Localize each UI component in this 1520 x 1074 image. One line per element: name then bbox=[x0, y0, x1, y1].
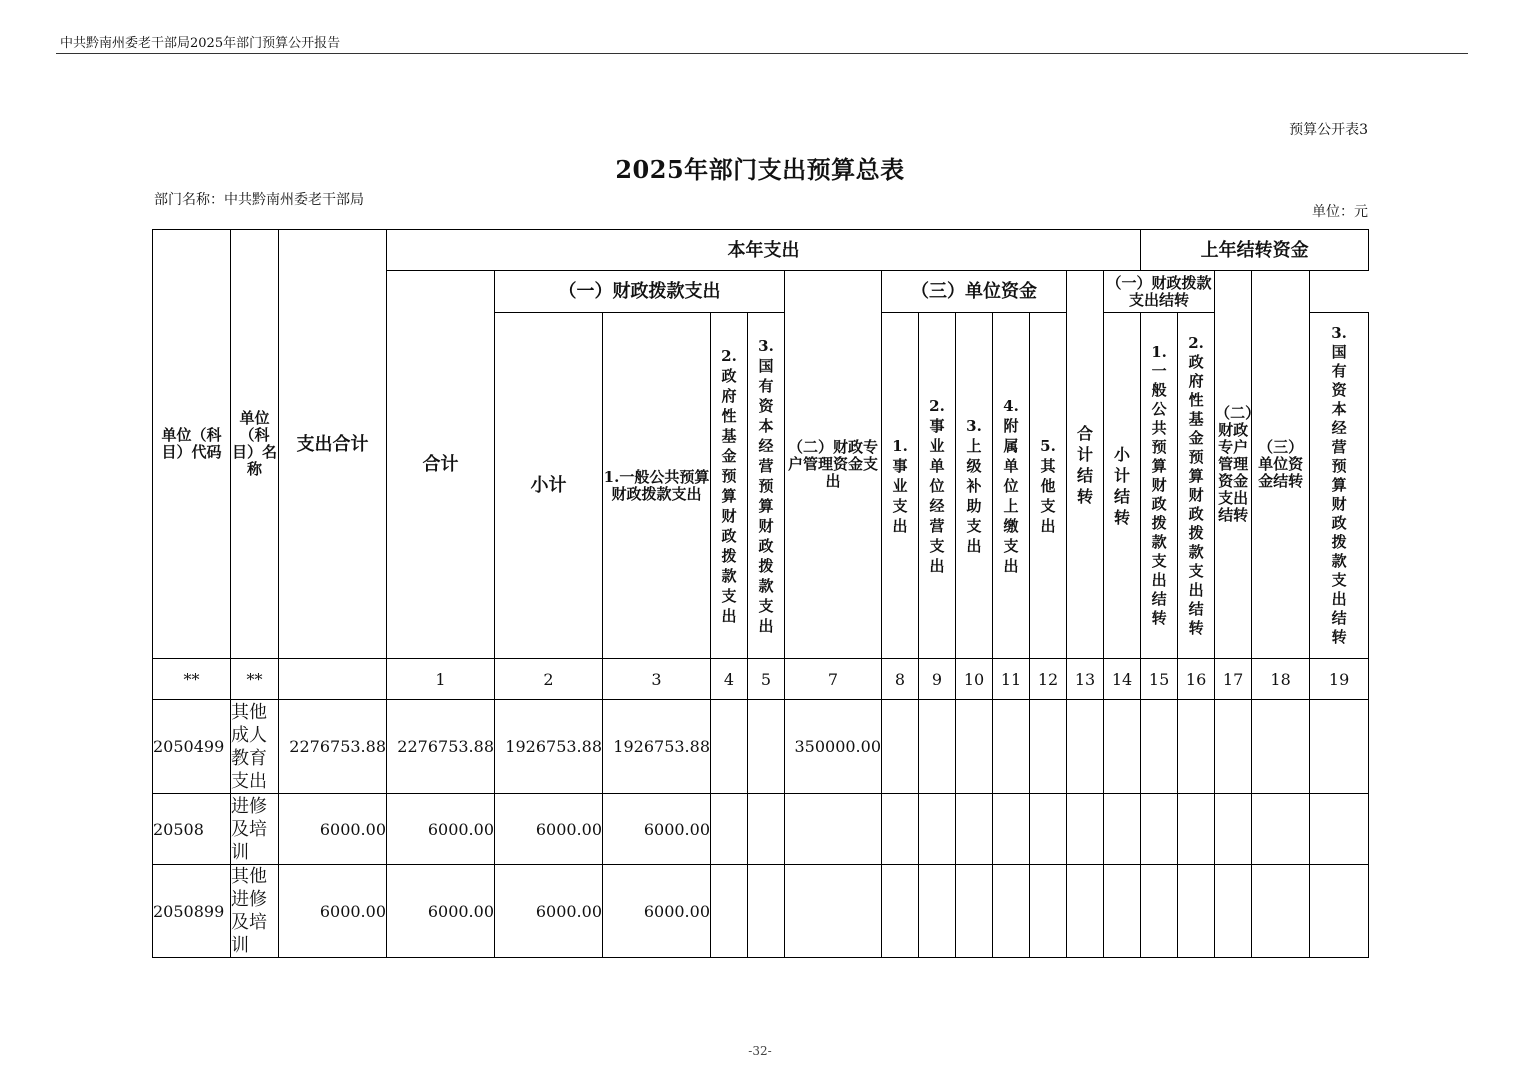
index-cell: 1 bbox=[387, 659, 495, 700]
cell-total: 2276753.88 bbox=[279, 700, 387, 794]
col-header-carry-special: （二）财政专户管理资金支出结转 bbox=[1215, 271, 1252, 659]
index-cell: 11 bbox=[993, 659, 1030, 700]
index-cell: 2 bbox=[495, 659, 603, 700]
col-header-gov-fund: 2.政府性基金预算财政拨款支出 bbox=[711, 313, 748, 659]
table-number: 预算公开表3 bbox=[1289, 122, 1368, 138]
col-header-total: 支出合计 bbox=[279, 230, 387, 659]
col-header-general: 1.一般公共预算财政拨款支出 bbox=[603, 313, 711, 659]
col-header-state-capital: 3.国有资本经营预算财政拨款支出 bbox=[748, 313, 785, 659]
cell-subtotal: 1926753.88 bbox=[495, 700, 603, 794]
currency-unit: 单位：元 bbox=[1312, 204, 1368, 220]
cell-name: 进修及培训 bbox=[231, 794, 279, 865]
cell-heji: 2276753.88 bbox=[387, 700, 495, 794]
col-header-heji: 合计 bbox=[387, 271, 495, 659]
col-header-code: 单位（科目）代码 bbox=[153, 230, 231, 659]
cell-name: 其他进修及培训 bbox=[231, 865, 279, 958]
index-cell: ** bbox=[231, 659, 279, 700]
page-title: 2025年部门支出预算总表 bbox=[615, 155, 905, 184]
index-cell bbox=[279, 659, 387, 700]
index-cell: 15 bbox=[1141, 659, 1178, 700]
department-name: 部门名称：中共黔南州委老干部局 bbox=[154, 192, 364, 208]
cell-code: 2050899 bbox=[153, 865, 231, 958]
cell-total: 6000.00 bbox=[279, 794, 387, 865]
group-header-unit-funds: （三）单位资金 bbox=[882, 271, 1067, 313]
cell-heji: 6000.00 bbox=[387, 794, 495, 865]
col-header-carry-gov-fund: 2.政府性基金预算财政拨款支出结转 bbox=[1178, 313, 1215, 659]
cell-code: 20508 bbox=[153, 794, 231, 865]
index-cell: 17 bbox=[1215, 659, 1252, 700]
cell-special bbox=[785, 794, 882, 865]
cell-name: 其他成人教育支出 bbox=[231, 700, 279, 794]
col-header-u5: 5.其他支出 bbox=[1030, 313, 1067, 659]
col-header-carry-state-capital: 3.国有资本经营预算财政拨款支出结转 bbox=[1310, 313, 1369, 659]
index-cell: 10 bbox=[956, 659, 993, 700]
cell-heji: 6000.00 bbox=[387, 865, 495, 958]
index-cell: 16 bbox=[1178, 659, 1215, 700]
table-row bbox=[153, 794, 1369, 865]
index-cell: 12 bbox=[1030, 659, 1067, 700]
col-header-u4: 4.附属单位上缴支出 bbox=[993, 313, 1030, 659]
cell-special bbox=[785, 865, 882, 958]
group-header-current-year: 本年支出 bbox=[387, 230, 1141, 271]
group-header-carry-fiscal: （一）财政拨款支出结转 bbox=[1104, 271, 1215, 313]
col-header-carry-unit: （三）单位资金结转 bbox=[1252, 271, 1310, 659]
cell-general: 1926753.88 bbox=[603, 700, 711, 794]
index-cell: 7 bbox=[785, 659, 882, 700]
expenditure-budget-table bbox=[152, 229, 1369, 958]
table-row bbox=[153, 700, 1369, 794]
report-header-title: 中共黔南州委老干部局2025年部门预算公开报告 bbox=[60, 36, 341, 51]
index-cell: 18 bbox=[1252, 659, 1310, 700]
index-cell: 8 bbox=[882, 659, 919, 700]
index-cell: 9 bbox=[919, 659, 956, 700]
cell-code: 2050499 bbox=[153, 700, 231, 794]
index-cell: 14 bbox=[1104, 659, 1141, 700]
index-cell: 5 bbox=[748, 659, 785, 700]
cell-general: 6000.00 bbox=[603, 794, 711, 865]
index-row bbox=[153, 659, 1369, 700]
col-header-subtotal: 小计 bbox=[495, 313, 603, 659]
col-header-carry-general: 1.一般公共预算财政拨款支出结转 bbox=[1141, 313, 1178, 659]
index-cell: 19 bbox=[1310, 659, 1369, 700]
index-cell: ** bbox=[153, 659, 231, 700]
cell-special: 350000.00 bbox=[785, 700, 882, 794]
col-header-carry-total: 合计结转 bbox=[1067, 271, 1104, 659]
col-header-u1: 1.事业支出 bbox=[882, 313, 919, 659]
col-header-carry-subtotal: 小计结转 bbox=[1104, 313, 1141, 659]
header-divider bbox=[56, 53, 1468, 54]
table-row bbox=[153, 865, 1369, 958]
cell-subtotal: 6000.00 bbox=[495, 865, 603, 958]
cell-general: 6000.00 bbox=[603, 865, 711, 958]
group-header-fiscal: （一）财政拨款支出 bbox=[495, 271, 785, 313]
page-number: -32- bbox=[748, 1044, 772, 1058]
cell-total: 6000.00 bbox=[279, 865, 387, 958]
group-header-carryover: 上年结转资金 bbox=[1141, 230, 1369, 271]
index-cell: 3 bbox=[603, 659, 711, 700]
cell-subtotal: 6000.00 bbox=[495, 794, 603, 865]
index-cell: 13 bbox=[1067, 659, 1104, 700]
col-header-special: （二）财政专户管理资金支出 bbox=[785, 271, 882, 659]
col-header-name: 单位（科目）名称 bbox=[231, 230, 279, 659]
col-header-u2: 2.事业单位经营支出 bbox=[919, 313, 956, 659]
index-cell: 4 bbox=[711, 659, 748, 700]
col-header-u3: 3.上级补助支出 bbox=[956, 313, 993, 659]
